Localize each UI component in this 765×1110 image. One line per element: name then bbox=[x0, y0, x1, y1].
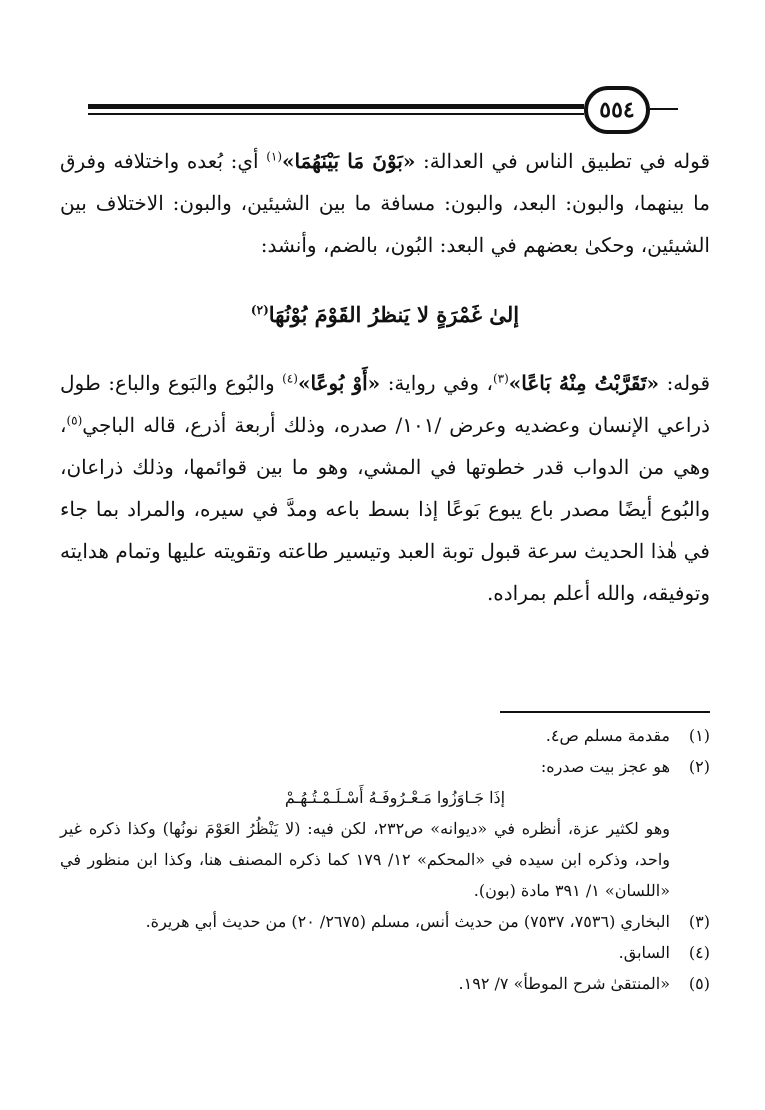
footnote-text: السابق. bbox=[618, 943, 670, 962]
paragraph-1 bbox=[60, 140, 710, 266]
footnote-number: (٣) bbox=[688, 912, 710, 931]
header-rule-right bbox=[650, 108, 678, 110]
footnote-ref-1: (١) bbox=[266, 149, 283, 164]
footnote-ref-2: (٢) bbox=[250, 303, 269, 317]
footnote-2 bbox=[60, 751, 710, 906]
paragraph-1-intro: قوله في تطبيق الناس في العدالة: bbox=[422, 149, 710, 173]
footnote-verse: إذَا جَـاوَزُوا مَـعْـرُوفَـهُ أَسْـلَـمْـتُـهُـمْ bbox=[284, 788, 506, 807]
footnote-text: مقدمة مسلم ص٤. bbox=[545, 726, 670, 745]
hadith-quote-2: «تَقَرَّبْتُ مِنْهُ بَاعًا» bbox=[508, 371, 660, 395]
footnote-text: «المنتقىٰ شرح الموطأ» ٧/ ١٩٢. bbox=[458, 974, 670, 993]
footnote-number: (٢) bbox=[688, 757, 710, 776]
footnote-ref-5: (٥) bbox=[66, 413, 83, 428]
footnote-ref-4: (٤) bbox=[282, 371, 298, 386]
footnote-5 bbox=[60, 968, 710, 999]
paragraph-1-rest: أي: بُعده واختلافه وفرق ما بينهما، والبون: البعد، والبون: مسافة ما بين الشيئين، والبون: الاختلاف بين الشيئين، وحكىٰ بعضهم في البعد: البُون، بالضم، وأنشد: bbox=[60, 149, 710, 257]
paragraph-2 bbox=[60, 362, 710, 614]
hadith-quote-1: «بَوْنَ مَا بَيْنَهُمَا» bbox=[282, 149, 416, 173]
footnote-number: (١) bbox=[688, 726, 710, 745]
header-rule-thin bbox=[88, 113, 584, 115]
poetry-verse-text: إلىٰ غَمْرَةٍ لا يَنظرُ القَوْمَ بُوْنُهَا bbox=[268, 302, 520, 327]
paragraph-2-intro: قوله: bbox=[666, 371, 711, 395]
paragraph-2-part1: والبُوع والبَوع والباع: طول ذراعي الإنسان وعضديه وعرض /١٠١/ صدره، وذلك أربعة أذرع، قاله الباجي bbox=[60, 371, 710, 437]
footnote-extra: وهو لكثير عزة، أنظره في «ديوانه» ص٢٣٢، لكن فيه: (لا يَنْظُرُ العَوْمَ نونُها) وكذا ذكره غير واحد، وذكره ابن سيده في «المحكم» ١٢/ ١٧٩ كما ذكره المصنف هنا، وكذا ابن منظور في «اللسان» ١/ ٣٩١ مادة (بون). bbox=[60, 819, 670, 900]
header-rule-thick bbox=[88, 104, 584, 109]
page-number: ٥٥٤ bbox=[599, 97, 635, 123]
page-number-badge bbox=[584, 86, 650, 134]
footnote-1 bbox=[60, 720, 710, 751]
page-header bbox=[0, 0, 765, 140]
footnote-separator bbox=[500, 711, 710, 713]
footnote-number: (٤) bbox=[688, 943, 710, 962]
main-text bbox=[60, 140, 710, 614]
footnote-text: هو عجز بيت صدره: bbox=[540, 757, 670, 776]
paragraph-2-mid: ، وفي رواية: bbox=[387, 371, 493, 395]
hadith-quote-3: «أَوْ بُوعًا» bbox=[297, 371, 381, 395]
poetry-verse bbox=[60, 294, 710, 336]
footnote-text: البخاري (٧٥٣٦، ٧٥٣٧) من حديث أنس، مسلم (٢٦٧٥/ ٢٠) من حديث أبي هريرة. bbox=[145, 912, 670, 931]
footnote-ref-3: (٣) bbox=[492, 371, 509, 386]
paragraph-2-part2: ، وهي من الدواب قدر خطوتها في المشي، وهو ما بين قوائمها، وذلك ذراعان، والبُوع أيضًا مصدر باع يبوع بَوعًا إذا بسط باعه ومدَّ في سيره، والمراد بما جاء في هٰذا الحديث سرعة قبول توبة العبد وتيسير طاعته وتقويته عليها وتمام هدايته وتوفيقه، والله أعلم بمراده. bbox=[60, 413, 710, 605]
footnote-3 bbox=[60, 906, 710, 937]
footnote-number: (٥) bbox=[688, 974, 710, 993]
footnotes bbox=[60, 720, 710, 999]
footnote-4 bbox=[60, 937, 710, 968]
